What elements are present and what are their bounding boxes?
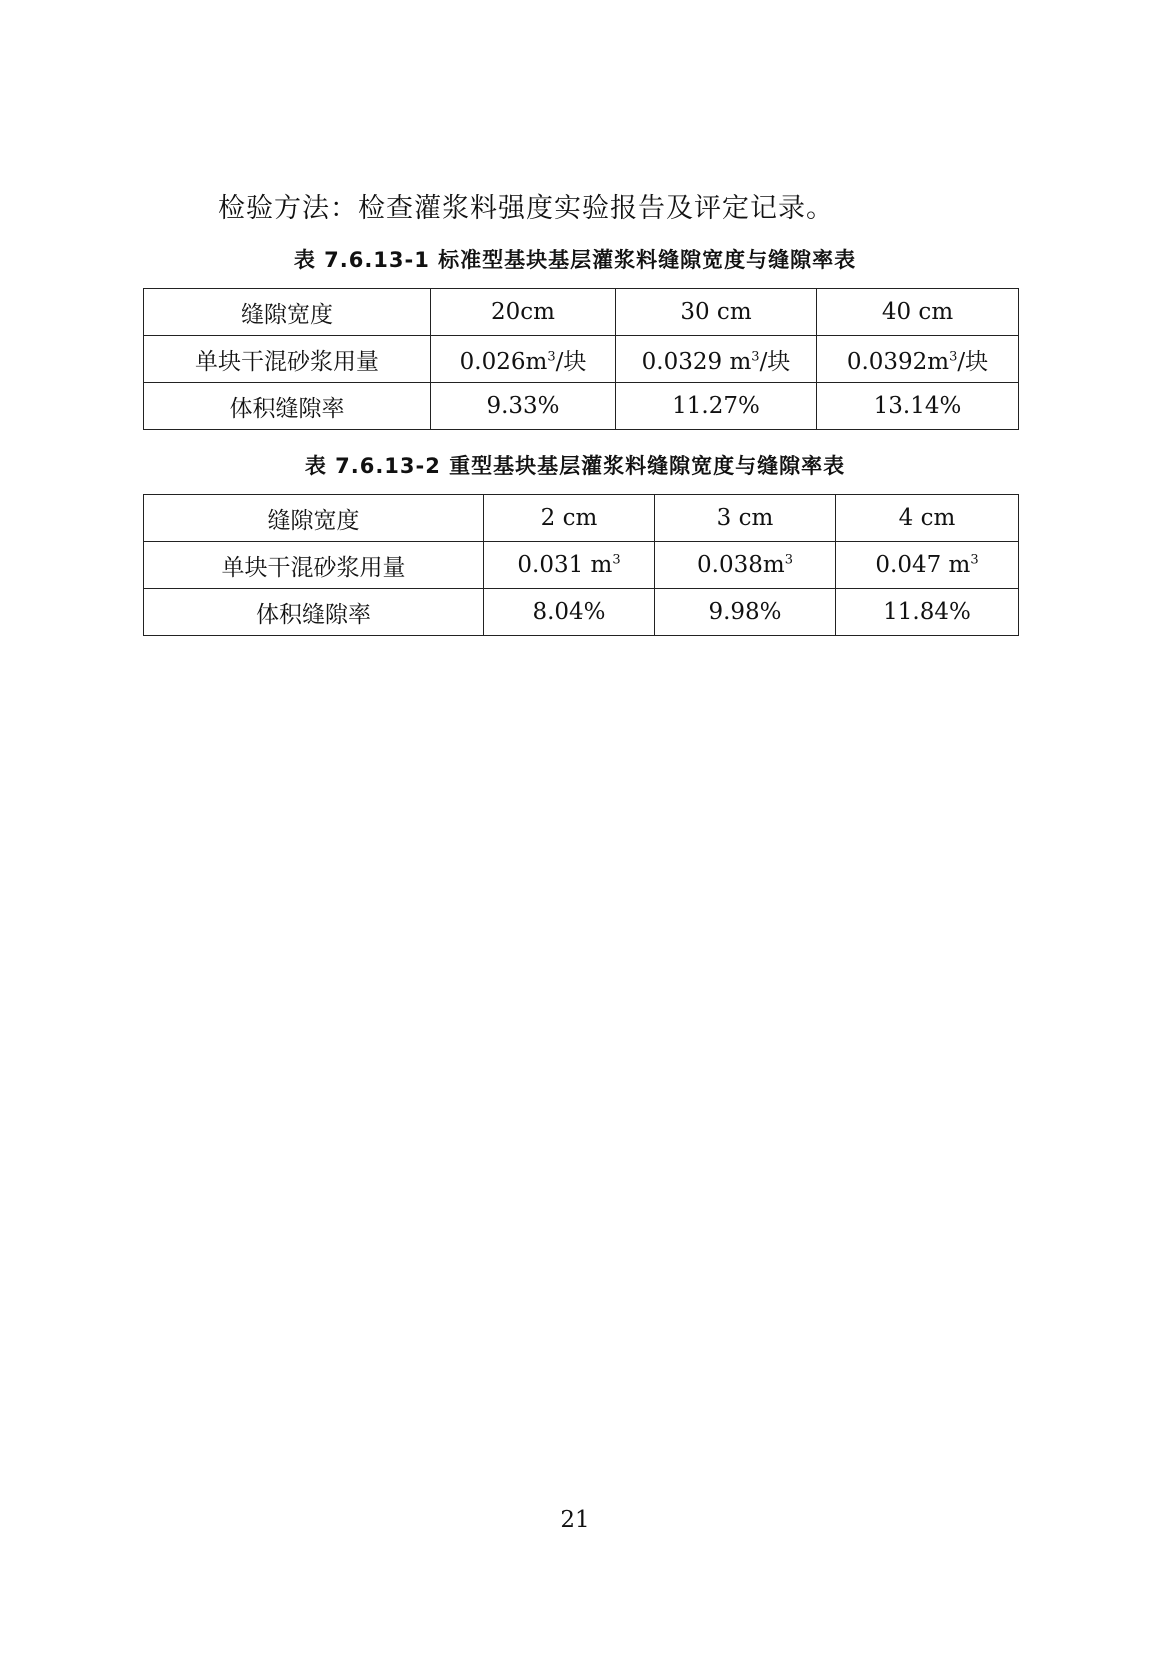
table-row: [144, 589, 1019, 636]
table-row: [144, 542, 1019, 589]
row-header-mortar-usage: 单块干混砂浆用量: [144, 336, 431, 383]
table-cell: $0.0392m^3/$块: [817, 336, 1019, 383]
table-cell: 0.031 $m^3$: [484, 542, 655, 589]
table-cell: 13.14%: [817, 383, 1019, 430]
table-row: [144, 336, 1019, 383]
table-cell: 2 cm: [484, 495, 655, 542]
table-cell: 3 cm: [655, 495, 836, 542]
table-row: [144, 495, 1019, 542]
row-header-mortar-usage: 单块干混砂浆用量: [144, 542, 484, 589]
table-cell: 11.27%: [616, 383, 817, 430]
table-cell: 20cm: [431, 289, 616, 336]
table-caption-standard: 表 7.6.13-1 标准型基块基层灌浆料缝隙宽度与缝隙率表: [293, 248, 857, 272]
table-cell: 8.04%: [484, 589, 655, 636]
table-cell: 40 cm: [817, 289, 1019, 336]
page-number: 21: [560, 1507, 590, 1533]
row-header-void-ratio: 体积缝隙率: [144, 589, 484, 636]
row-header-void-ratio: 体积缝隙率: [144, 383, 431, 430]
table-cell: 0.0329 $m^3/$块: [616, 336, 817, 383]
table-cell: 4 cm: [836, 495, 1019, 542]
table-cell: 9.98%: [655, 589, 836, 636]
table-cell: $0.038m^3$: [655, 542, 836, 589]
table-caption-heavy: 表 7.6.13-2 重型基块基层灌浆料缝隙宽度与缝隙率表: [304, 454, 846, 478]
table-cell: 0.047 $m^3$: [836, 542, 1019, 589]
row-header-gap-width: 缝隙宽度: [144, 289, 431, 336]
inspection-method-text: 检验方法：检查灌浆料强度实验报告及评定记录。: [218, 193, 834, 224]
table-row: [144, 383, 1019, 430]
table-cell: 30 cm: [616, 289, 817, 336]
table-row: [144, 289, 1019, 336]
table-cell: 9.33%: [431, 383, 616, 430]
row-header-gap-width: 缝隙宽度: [144, 495, 484, 542]
heavy-block-gap-table: [143, 494, 1019, 636]
table-cell: 11.84%: [836, 589, 1019, 636]
table-cell: $0.026m^3/$块: [431, 336, 616, 383]
standard-block-gap-table: [143, 288, 1019, 430]
